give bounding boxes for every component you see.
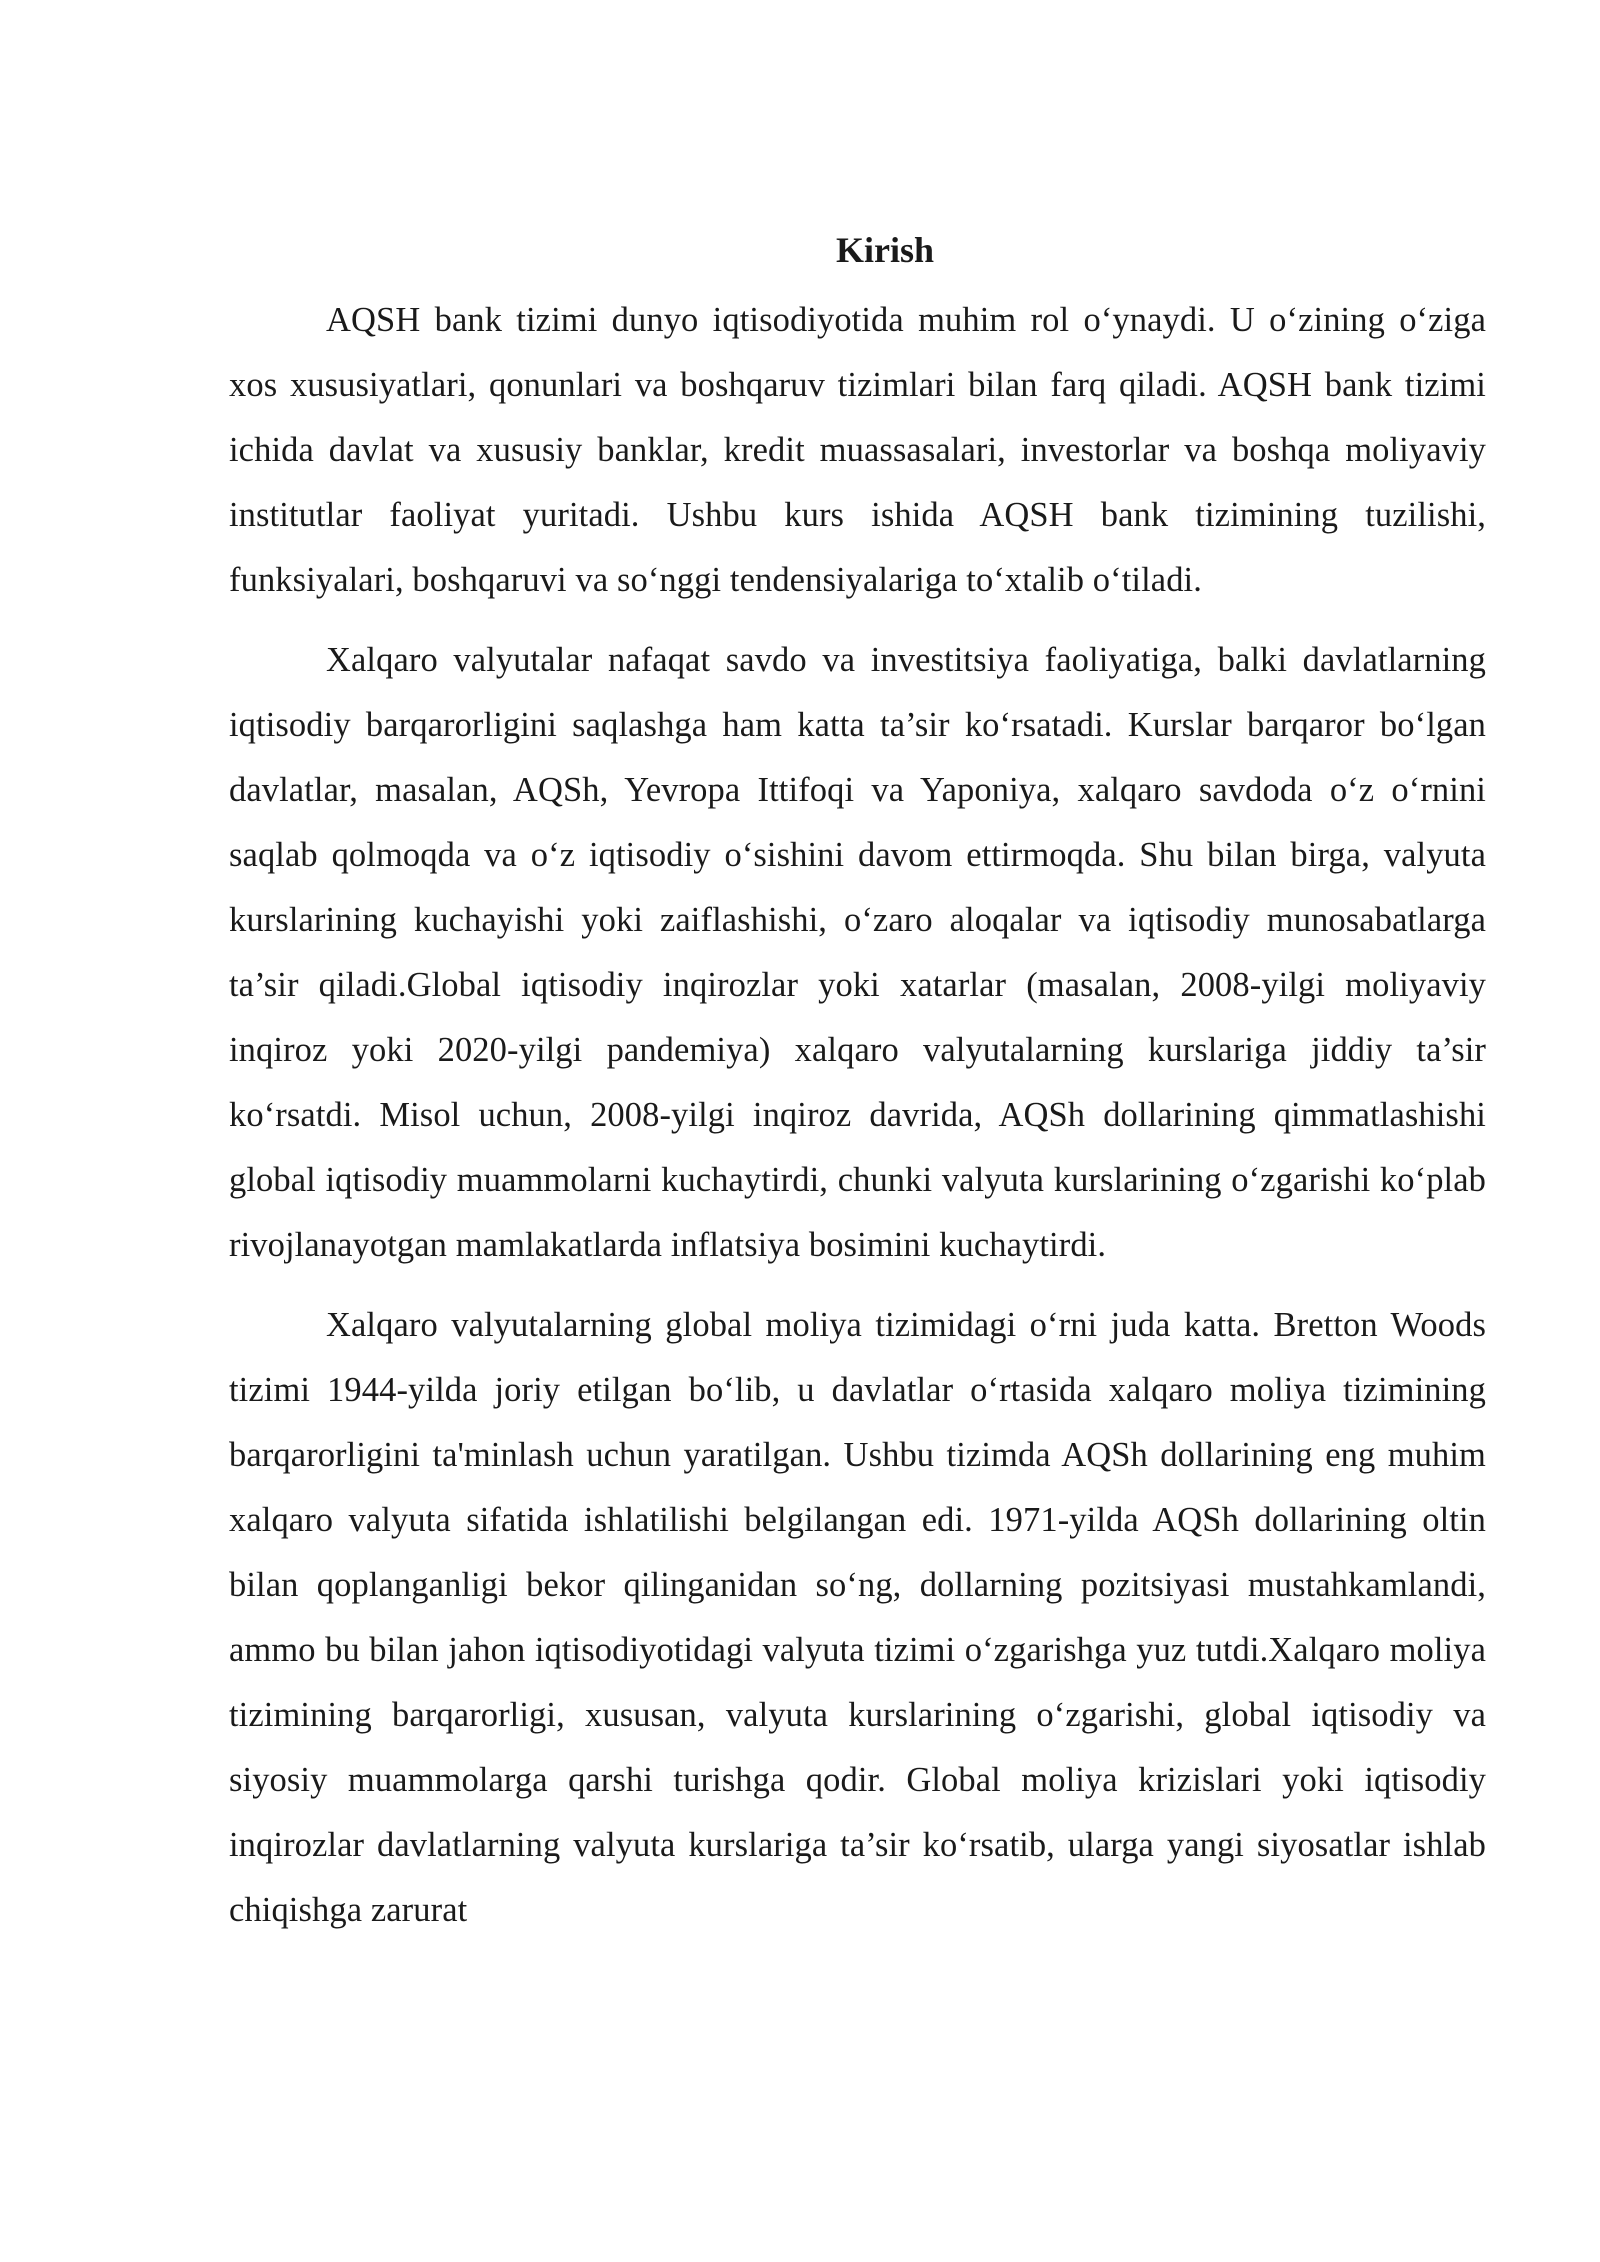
paragraph-2: Xalqaro valyutalar nafaqat savdo va investitsiya faoliyatiga, balki davlatlarning iqtisodiy barqarorligini saqlashga ham katta ta’sir ko‘rsatadi. Kurslar barqaror bo‘lgan davlatlar, masalan, AQSh, Yevropa Ittifoqi va Yaponiya, xalqaro savdoda o‘z o‘rnini saqlab qolmoqda va o‘z iqtisodiy o‘sishini davom ettirmoqda. Shu bilan birga, valyuta kurslarining kuchayishi yoki zaiflashishi, o‘zaro aloqalar va iqtisodiy munosabatlarga ta’sir qiladi.Global iqtisodiy inqirozlar yoki xatarlar (masalan, 2008-yilgi moliyaviy inqiroz yoki 2020-yilgi pandemiya) xalqaro valyutalarning kurslariga jiddiy ta’sir ko‘rsatdi. Misol uchun, 2008-yilgi inqiroz davrida, AQSh dollarining qimmatlashishi global iqtisodiy muammolarni kuchaytirdi, chunki valyuta kurslarining o‘zgarishi ko‘plab rivojlanayotgan mamlakatlarda inflatsiya bosimini kuchaytirdi. bbox=[229, 641, 1486, 1264]
paragraph-1: AQSH bank tizimi dunyo iqtisodiyotida muhim rol o‘ynaydi. U o‘zining o‘ziga xos xususiyatlari, qonunlari va boshqaruv tizimlari bilan farq qiladi. AQSH bank tizimi ichida davlat va xususiy banklar, kredit muassasalari, investorlar va boshqa moliyaviy institutlar faoliyat yuritadi. Ushbu kurs ishida AQSH bank tizimining tuzilishi, funksiyalari, boshqaruvi va so‘nggi tendensiyalariga to‘xtalib o‘tiladi. bbox=[229, 301, 1486, 599]
paragraph-3: Xalqaro valyutalarning global moliya tizimidagi o‘rni juda katta. Bretton Woods tizimi 1944-yilda joriy etilgan bo‘lib, u davlatlar o‘rtasida xalqaro moliya tizimining barqarorligini ta'minlash uchun yaratilgan. Ushbu tizimda AQSh dollarining eng muhim xalqaro valyuta sifatida ishlatilishi belgilangan edi. 1971-yilda AQSh dollarining oltin bilan qoplanganligi bekor qilinganidan so‘ng, dollarning pozitsiyasi mustahkamlandi, ammo bu bilan jahon iqtisodiyotidagi valyuta tizimi o‘zgarishga yuz tutdi.Xalqaro moliya tizimining barqarorligi, xususan, valyuta kurslarining o‘zgarishi, global iqtisodiy va siyosiy muammolarga qarshi turishga qodir. Global moliya krizislari yoki iqtisodiy inqirozlar davlatlarning valyuta kurslariga ta’sir ko‘rsatib, ularga yangi siyosatlar ishlab chiqishga zarurat bbox=[229, 1306, 1486, 1929]
page-title: Kirish bbox=[835, 230, 934, 270]
